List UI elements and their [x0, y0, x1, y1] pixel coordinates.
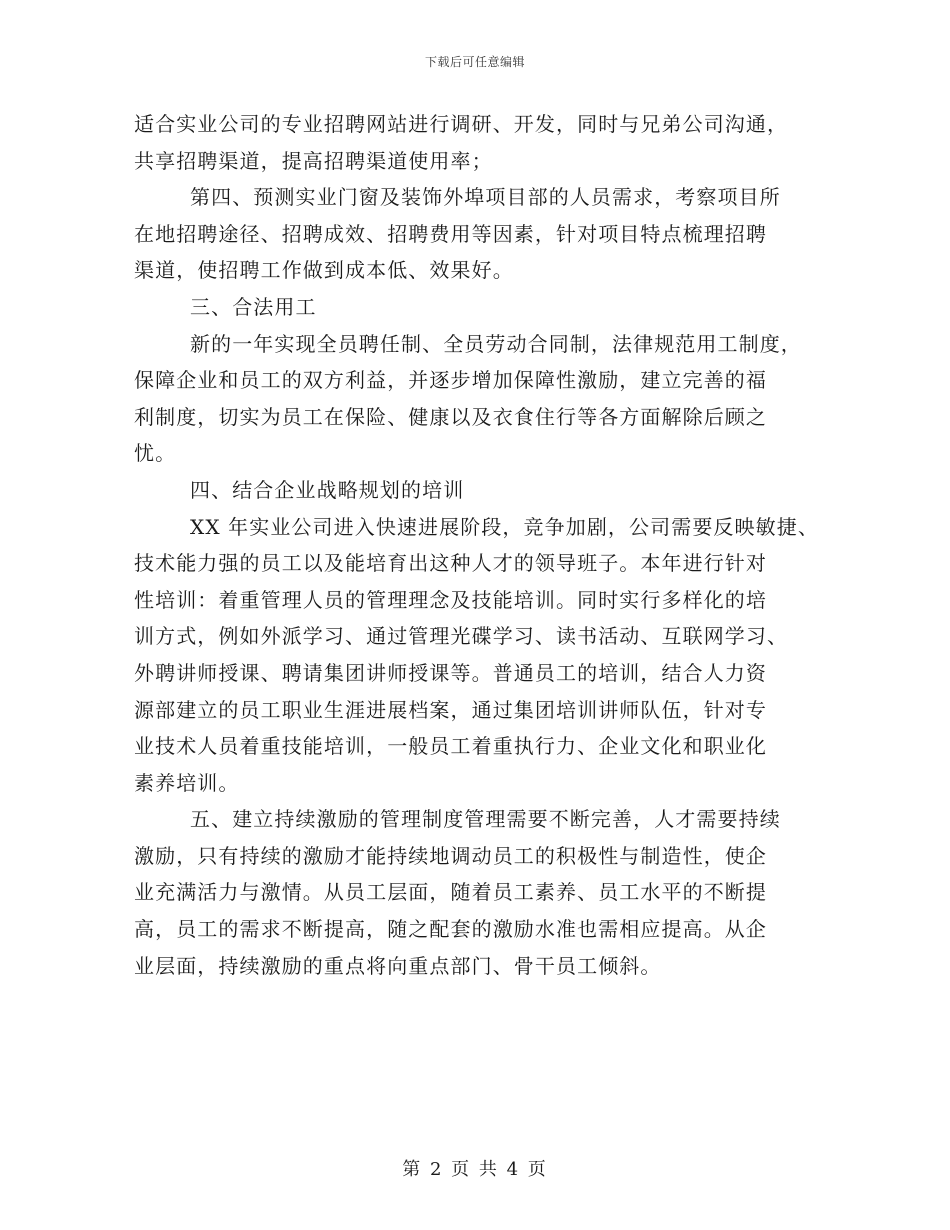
text-line: 训方式，例如外派学习、通过管理光碟学习、读书活动、互联网学习、 — [134, 624, 789, 649]
text-line: 保障企业和员工的双方利益，并逐步增加保障性激励，建立完善的福 — [134, 368, 767, 393]
paragraph-incentives — [134, 801, 824, 984]
paragraph-recruitment-continued — [134, 106, 824, 179]
page-number: 第 2 页 共 4 页 — [402, 1159, 548, 1180]
text-line: XX 年实业公司进入快速进展阶段，竞争加剧，公司需要反映敏捷、 — [190, 514, 819, 539]
text-line: 技术能力强的员工以及能培育出这种人才的领导班子。本年进行针对 — [134, 551, 767, 576]
section-heading-legal-employment — [134, 289, 824, 326]
text-line: 业层面，持续激励的重点将向重点部门、骨干员工倾斜。 — [134, 953, 662, 978]
text-line: 外聘讲师授课、聘请集团讲师授课等。普通员工的培训，结合人力资 — [134, 660, 767, 685]
text-line: 忧。 — [134, 441, 177, 466]
text-line: 利制度，切实为员工在保险、健康以及衣食住行等各方面解除后顾之 — [134, 404, 767, 429]
text-line: 素养培训。 — [134, 770, 240, 795]
text-line: 渠道，使招聘工作做到成本低、效果好。 — [134, 258, 514, 283]
paragraph-point-four — [134, 179, 824, 289]
paragraph-legal-employment — [134, 326, 824, 472]
text-line: 三、合法用工 — [190, 294, 317, 319]
document-body — [134, 106, 824, 984]
text-line: 五、建立持续激励的管理制度管理需要不断完善，人才需要持续 — [190, 807, 781, 832]
text-line: 业技术人员着重技能培训，一般员工着重执行力、企业文化和职业化 — [134, 734, 767, 759]
text-line: 在地招聘途径、招聘成效、招聘费用等因素，针对项目特点梳理招聘 — [134, 221, 767, 246]
text-line: 高，员工的需求不断提高，随之配套的激励水准也需相应提高。从企 — [134, 917, 767, 942]
text-line: 新的一年实现全员聘任制、全员劳动合同制，法律规范用工制度， — [190, 331, 802, 356]
page-header: 下载后可任意编辑 — [424, 55, 525, 69]
text-line: 四、结合企业战略规划的培训 — [190, 477, 465, 502]
paragraph-training — [134, 509, 824, 802]
text-line: 源部建立的员工职业生涯进展档案，通过集团培训讲师队伍，针对专 — [134, 697, 767, 722]
text-line: 激励，只有持续的激励才能持续地调动员工的积极性与制造性，使企 — [134, 843, 767, 868]
section-heading-training — [134, 472, 824, 509]
text-line: 性培训：着重管理人员的管理理念及技能培训。同时实行多样化的培 — [134, 587, 767, 612]
text-line: 共享招聘渠道，提高招聘渠道使用率； — [134, 148, 493, 173]
text-line: 适合实业公司的专业招聘网站进行调研、开发，同时与兄弟公司沟通， — [134, 112, 789, 136]
text-line: 第四、预测实业门窗及装饰外埠项目部的人员需求，考察项目所 — [190, 185, 781, 210]
text-line: 业充满活力与激情。从员工层面，随着员工素养、员工水平的不断提 — [134, 880, 767, 905]
